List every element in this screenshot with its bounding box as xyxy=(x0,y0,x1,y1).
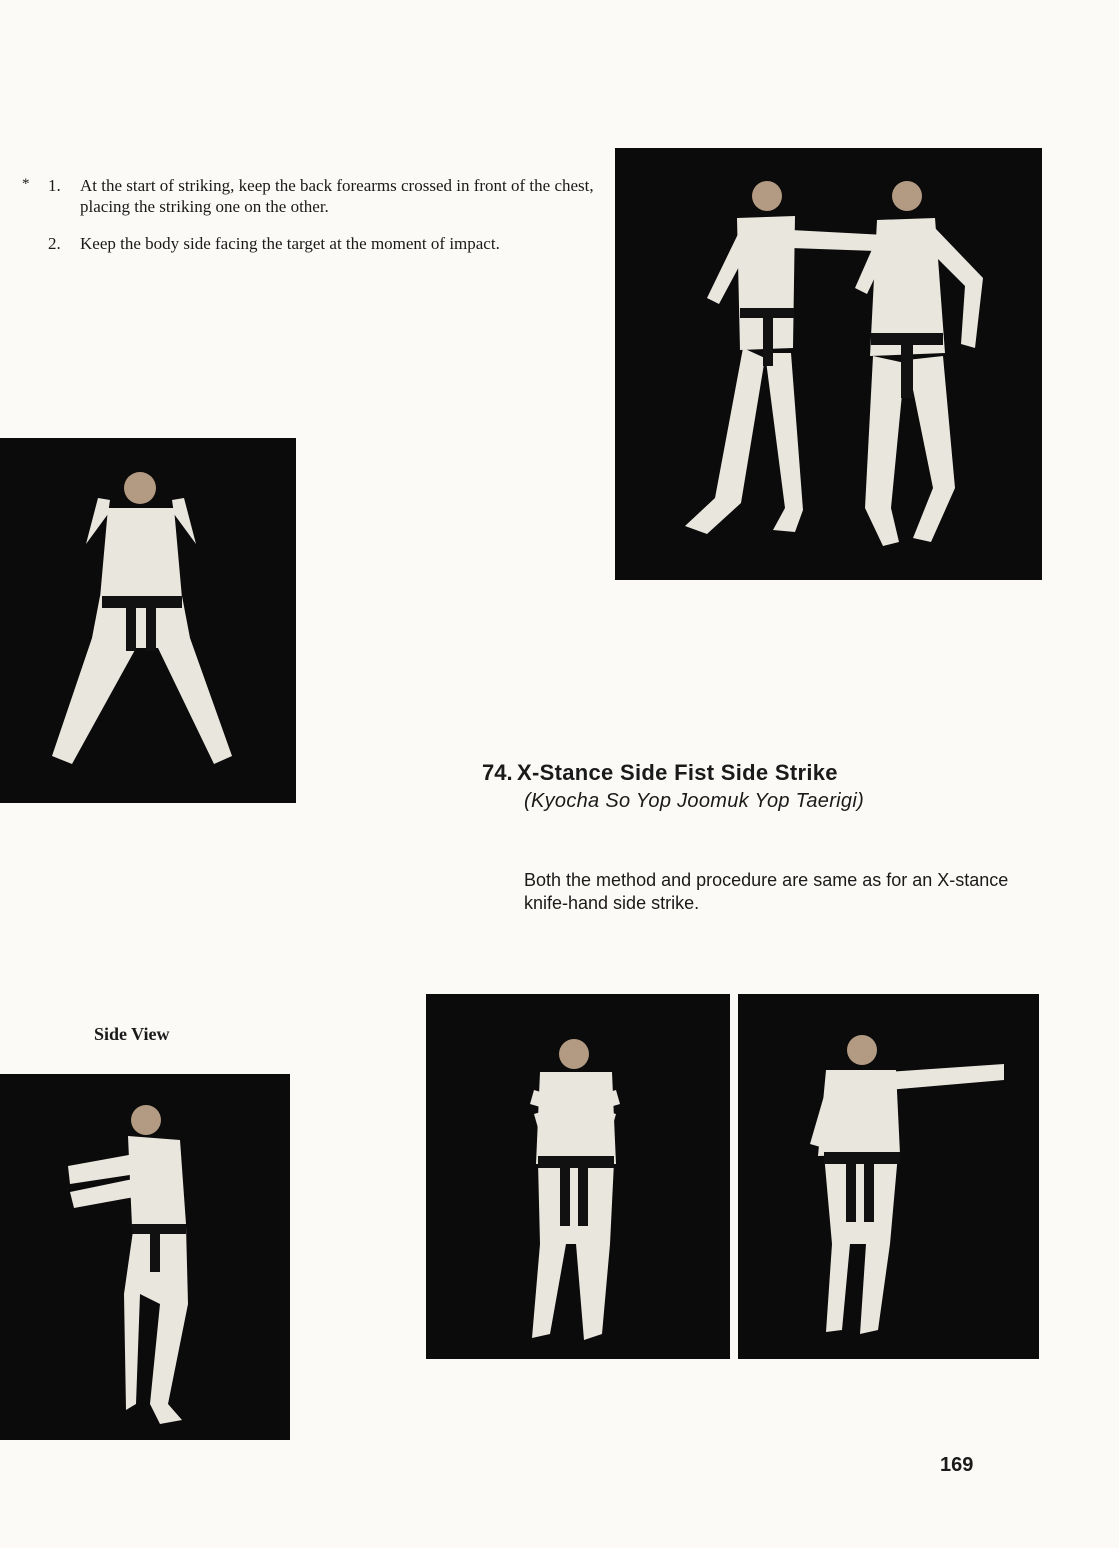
note-item xyxy=(22,233,617,254)
photo-front-stance xyxy=(0,438,296,803)
photo-side-view xyxy=(0,1074,290,1440)
note-number: 1. xyxy=(48,176,61,195)
asterisk-marker: * xyxy=(22,176,30,192)
note-number: 2. xyxy=(48,234,61,253)
strike-position-illustration xyxy=(738,994,1039,1359)
side-view-caption: Side View xyxy=(94,1024,170,1044)
section-heading xyxy=(482,760,864,813)
side-view-illustration xyxy=(0,1074,290,1440)
photo-sparring-pair xyxy=(615,148,1042,580)
section-subtitle: (Kyocha So Yop Joomuk Yop Taerigi) xyxy=(524,790,865,812)
technique-notes xyxy=(22,175,617,270)
section-number: 74. xyxy=(482,760,513,785)
section-title: X-Stance Side Fist Side Strike xyxy=(517,760,838,785)
sparring-pair-illustration xyxy=(615,148,1042,580)
note-text: Keep the body side facing the target at the moment of impact. xyxy=(80,234,500,253)
page-number: 169 xyxy=(940,1454,974,1476)
note-text: At the start of striking, keep the back forearms crossed in front of the chest, placing the striking one on the other. xyxy=(80,176,594,216)
start-position-illustration xyxy=(426,994,730,1359)
front-stance-illustration xyxy=(0,438,296,803)
photo-strike-position xyxy=(738,994,1039,1359)
note-item xyxy=(22,175,617,217)
photo-start-position xyxy=(426,994,730,1359)
section-description: Both the method and procedure are same as for an X-stance knife-hand side strike. xyxy=(524,870,1009,913)
